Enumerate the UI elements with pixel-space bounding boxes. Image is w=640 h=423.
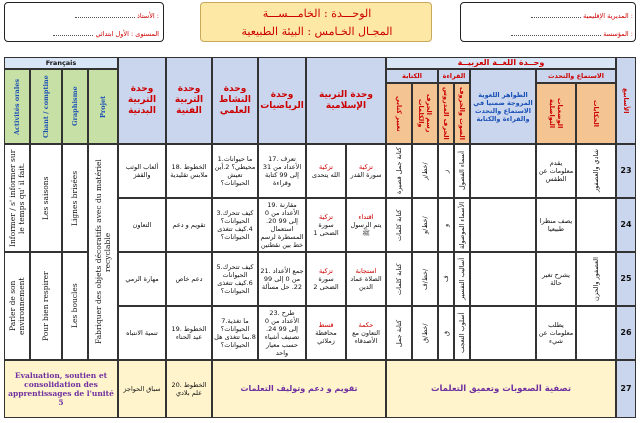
week-26-wad: يطلب معلومات عن شيء [536, 306, 576, 360]
directorate-dotted-line [531, 9, 581, 18]
week-number-26: 26 [616, 306, 636, 360]
fr-oral-2: Parler de son environnement [4, 252, 30, 360]
subcol-harf: الحرف المدروس [438, 83, 454, 144]
week-26-isl-b [306, 306, 346, 360]
col-math: وحدة الرياضيات [258, 57, 306, 144]
week-26-isl-a [346, 306, 386, 360]
week-26-pe: تنمية الانتباه [118, 306, 166, 360]
week-23-sci: 1.ما حيوانات محيطي؟ 2.أين تعيش الحيوانات؟ [212, 144, 258, 198]
weeks-header: الأسابيع [616, 57, 636, 144]
islamic-lesson: يتم الرسول ﷺ [350, 221, 382, 237]
school-label-text: المؤسسة : [603, 30, 633, 38]
islamic-lesson: سورة الضحى 2 [313, 275, 339, 291]
week-24-hikaya [576, 198, 616, 252]
week-25-math: 21. جمع الأعداد من 0 إلى 99 22. حل مسألة [258, 252, 306, 306]
week-24-kitaba: كتابة كلمات [386, 198, 412, 252]
week-25-hikaya: العصفور والحزن [576, 252, 616, 306]
week-23-kitaba: كتابة جمل قصيرة [386, 144, 412, 198]
week-23-harf: ز [438, 144, 454, 198]
fr-col-projet: Projet [88, 69, 118, 144]
eval-middle: تقويم و دعم وتوليف التعلمات [212, 360, 386, 418]
week-23-linguistic [470, 144, 536, 198]
eval-art: 20. الخطوط علم بلادي [166, 360, 212, 418]
islamic-tag: تزكية [319, 267, 333, 275]
week-25-rasm: خط/ف/ [412, 252, 438, 306]
eval-pe: سباق الحواجز [118, 360, 166, 418]
subcol-rasm: رسم الحرف والكلمات [412, 83, 438, 144]
week-23-hikaya: شادي والعصفور [576, 144, 616, 198]
subcol-sawt: الصوت والحروف [454, 83, 470, 144]
week-24-isl-a [346, 198, 386, 252]
subgroup-reading: القراءة [438, 69, 470, 83]
week-26-sci: 7.ما تغذية الحيوانات؟ 8.بما تتغذى هل الحيوانات؟ [212, 306, 258, 360]
level-label [9, 27, 159, 38]
school-label [465, 27, 633, 38]
islamic-tag: اقتداء [358, 213, 374, 221]
col-pe: وحدة التربية البدنية [118, 57, 166, 144]
islamic-tag: حكمة [358, 321, 374, 329]
islamic-tag: استجابة [355, 267, 377, 275]
header-left-box [4, 2, 164, 42]
week-23-math: 17. تعرف الأعداد من 31 إلى 99 كتابة وقراءة [258, 144, 306, 198]
islamic-lesson: الله يتحدى [312, 171, 340, 179]
week-23-art: 18. الخطوط ملابس تقليدية [166, 144, 212, 198]
directorate-label [465, 9, 633, 20]
week-24-harf: و [438, 198, 454, 252]
subcol-hikaya: الحكايات [576, 83, 616, 144]
week-26-art: 19. الخطوط عيد الحناء [166, 306, 212, 360]
week-number-25: 25 [616, 252, 636, 306]
eval-arabic: تصفية الصعوبات وتعميق التعلمات [386, 360, 616, 418]
week-25-isl-a [346, 252, 386, 306]
week-24-sawt: الأسماء الموصولة [454, 198, 470, 252]
week-25-kitaba: كتابة كلمات [386, 252, 412, 306]
week-23-wad: يقدم معلومات عن الطقس [536, 144, 576, 198]
week-25-wad: يشرح تغير حالة [536, 252, 576, 306]
week-24-pe: التعاون [118, 198, 166, 252]
week-number-23: 23 [616, 144, 636, 198]
week-26-linguistic [470, 306, 536, 360]
week-25-pe: مهارة الرمي [118, 252, 166, 306]
week-24-math: 19. مقارنة الأعداد من 0 إلى 99 20. استعمال المسطرة لرسم خط بين نقطتين [258, 198, 306, 252]
week-25-sawt: أساليب التفسير [454, 252, 470, 306]
header-center-box [200, 2, 432, 42]
school-dotted-line [511, 27, 601, 36]
week-24-rasm: خط/و/ [412, 198, 438, 252]
subcol-expression: تعبير كتابي [386, 83, 412, 144]
week-25-art: دعم خاص [166, 252, 212, 306]
fr-chant-2: Pour bien respirer [30, 252, 62, 360]
week-24-linguistic [470, 198, 536, 252]
fr-graph-1: Lignes brisées [62, 144, 88, 252]
fr-col-chant: Chant / comptine [30, 69, 62, 144]
week-24-sci: 3.كيف تتحرك الحيوانات؟ 4.كيف تتغذى الحيوانات؟ [212, 198, 258, 252]
col-art: وحدة التربية الفنية [166, 57, 212, 144]
week-25-harf: ف [438, 252, 454, 306]
fr-col-graph: Graphisme [62, 69, 88, 144]
islamic-tag: قسط [318, 321, 334, 329]
level-label-text: المستوى : الأول ابتدائي [95, 30, 159, 38]
fr-graph-2: Les boucles [62, 252, 88, 360]
week-25-sci: 5.كيف تتحرك الحيوانات 6.كيف تتغذى الحيوانات؟ [212, 252, 258, 306]
week-26-sawt: أسلوب التعجب [454, 306, 470, 360]
header-right-box [460, 2, 636, 42]
col-islamic: وحدة التربية الإسلامية [306, 57, 386, 144]
subcol-wad: الوضعيات التواصلية [536, 83, 576, 144]
french-header: Français [4, 57, 118, 69]
teacher-label [9, 9, 159, 20]
week-23-isl-b [306, 144, 346, 198]
week-26-harf: ق [438, 306, 454, 360]
week-number-27: 27 [616, 360, 636, 418]
week-23-isl-a [346, 144, 386, 198]
week-23-sawt: أسماء الفصول [454, 144, 470, 198]
eval-french: Evaluation, soutien et consolidation des apprentissages de l'unité 5 [4, 360, 118, 418]
fr-projet: Fabriquer des objets décoratifs avec du matériel recyclable [88, 144, 118, 360]
subgroup-linguistic: الظواهر اللغوية المروجة ضمنيا في الاستماع والتحدث والقراءة والكتابة [470, 69, 536, 144]
arabic-header: وحــدة اللغــة العربيــة [386, 57, 616, 69]
level-dotted-line [53, 27, 93, 36]
week-25-linguistic [470, 252, 536, 306]
domain-title: المجـال الخـامس : البيئة الطبيعية [241, 25, 393, 38]
week-26-rasm: خط/ق/ [412, 306, 438, 360]
week-23-pe: ألعاب الوثب والقفز [118, 144, 166, 198]
week-26-hikaya [576, 306, 616, 360]
fr-col-oral: Activités orales [4, 69, 30, 144]
week-24-wad: يصف منظرا طبيعيا [536, 198, 576, 252]
islamic-lesson: التعاون مع الأصدقاء [352, 329, 380, 345]
teacher-dotted-line [75, 9, 135, 18]
islamic-tag: تزكية [319, 163, 333, 171]
islamic-lesson: سورة الضحى 1 [313, 221, 339, 237]
subgroup-listening: الاستماع والتحدث [536, 69, 616, 83]
week-24-art: تقويم و دعم [166, 198, 212, 252]
islamic-tag: تزكية [319, 213, 333, 221]
col-sci: وحدة النشاط العلمي [212, 57, 258, 144]
week-23-rasm: خط/ز/ [412, 144, 438, 198]
islamic-lesson: الصلاة عماد الدين [350, 275, 382, 291]
fr-oral-1: Informer / s' informer sur le temps qu' il fait. [4, 144, 30, 252]
islamic-lesson: محافظة زملائي [315, 329, 337, 345]
islamic-lesson: سورة القدر [350, 171, 382, 179]
islamic-tag: تزكية [359, 163, 373, 171]
week-26-kitaba: كتابة جمل [386, 306, 412, 360]
week-number-24: 24 [616, 198, 636, 252]
fr-chant-1: Les saisons [30, 144, 62, 252]
week-26-math: 23. طرح الأعداد من 0 إلى 99 24. تصنيف أشياء حسب معيار واحد [258, 306, 306, 360]
week-24-isl-b [306, 198, 346, 252]
week-25-isl-b [306, 252, 346, 306]
teacher-label-text: الأستاذ : [136, 12, 159, 20]
unit-title: الوحـــدة : الخامـــســـة [262, 7, 372, 20]
directorate-label-text: المديرية الإقليمية : [583, 12, 633, 20]
subgroup-writing: الكتابة [386, 69, 438, 83]
